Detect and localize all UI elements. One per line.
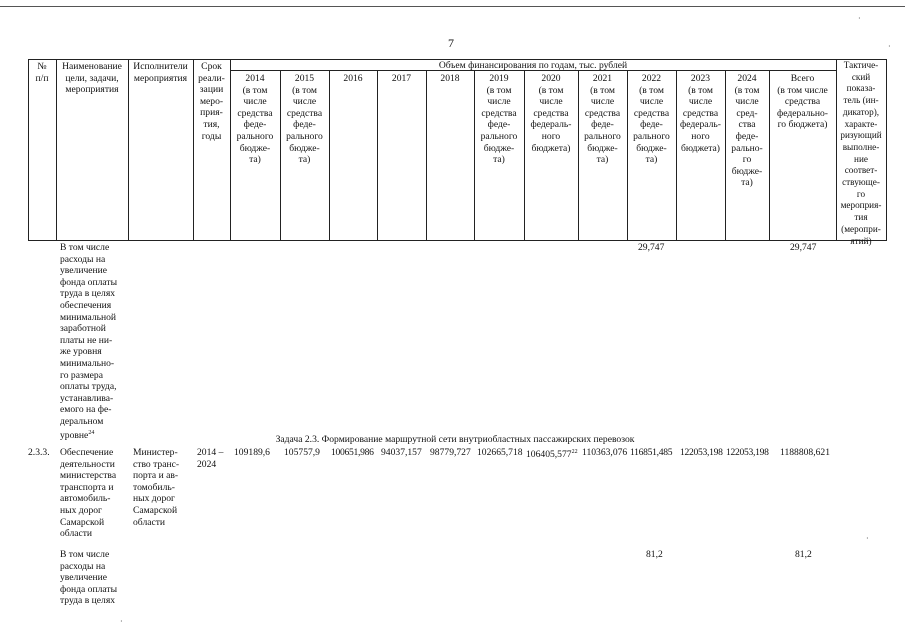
row1-total: 29,747 [790,242,817,253]
header-bottom-border [28,240,886,241]
row2-value-2015: 105757,9 [284,447,320,458]
row2-executor: Министер- ство транс- порта и ав- томобиль- ных дорог Самарской области [133,447,180,528]
header-year-2015: 2015 (в том числе средства феде- рального бюдже- та) [286,73,323,166]
row2-value-2020 [526,447,578,461]
scan-speck: · [888,42,891,51]
row3-value-2022: 81,2 [646,549,663,560]
scan-edge-line [0,6,905,7]
header-executor: Исполнители мероприятия [133,61,188,84]
scan-speck: · [866,534,869,543]
row2-value-2024: 122053,198 [726,447,769,458]
col-line-7 [377,70,378,241]
header-year-2014: 2014 (в том числе средства феде- рального бюдже- та) [236,73,274,166]
page-number: 7 [448,36,454,50]
header-name: Наименование цели, задачи, мероприятия [62,61,122,96]
header-year-2021: 2021 (в том числе средства феде- рального бюдже- та) [584,73,621,166]
col-line-8 [426,70,427,241]
header-year-2023: 2023 (в том числе средства федераль- ного бюджета) [680,73,721,154]
header-year-2022: 2022 (в том числе средства феде- рального бюдже- та) [633,73,670,166]
row2-name: Обеспечение деятельности министерства транспорта и автомобиль- ных дорог Самарской области [60,447,117,540]
header-term: Срок реали- зации меро- прия- тия, годы [198,61,225,142]
task-title: Задача 2.3. Формирование маршрутной сети внутриобластных пассажирских перевозок [275,434,635,445]
header-year-2018: 2018 [440,73,460,84]
header-year-2016: 2016 [343,73,363,84]
header-total: Всего (в том числе средства федерально- го бюджета) [777,73,828,131]
col-line-2 [128,59,129,241]
row2-value-2022: 116851,485 [630,447,673,458]
row2-value-2021: 110363,076 [582,447,628,458]
row3-total: 81,2 [795,549,812,560]
row2-term: 2014 – 2024 [197,447,224,470]
row2-value-2014: 109189,6 [234,447,270,458]
row2-value-2016: 100651,986 [331,447,374,458]
header-indicator: Тактиче- ский показа- тель (ин- дикатор), характe- ризующий выполне- ние соответ- ствующе- го мероприя- тия (меропри- ятий) [840,60,882,246]
scan-speck: · [120,617,123,626]
col-line-0 [28,59,29,241]
row1-value-2022: 29,747 [638,242,665,253]
col-line-6 [329,70,330,241]
row1-name-text: В том числе расходы на увеличение фонда оплаты труда в целях обеспечения минимальной заработной платы не ни- же уровня минимально- го размера оплаты труда, устанавлива- емого на фе- деральном уровне [60,242,118,441]
row2-value-2018: 98779,727 [430,447,471,458]
header-year-2017: 2017 [391,73,412,84]
row2-value-2023: 122053,198 [680,447,723,458]
row2-num: 2.3.3. [28,447,50,458]
row1-name [60,242,130,441]
header-year-2020: 2020 (в том числе средства федераль- ного бюджета) [530,73,572,154]
scan-speck: · [858,14,861,23]
header-num: № п/п [35,61,49,84]
row2-value-2020-footnote-ref: 22 [571,449,578,455]
header-year-2024: 2024 (в том числе сред- ства феде- рально- го бюдже- та) [731,73,763,189]
row2-value-2020-number: 106405,577 [526,449,572,461]
row2-value-2019: 102665,718 [477,447,523,458]
col-line-17 [886,59,887,241]
header-financing-title: Объем финансирования по годам, тыс. рублей [438,60,628,71]
header-year-2019: 2019 (в том числе средства феде- рального бюдже- та) [480,73,518,166]
row1-footnote-ref: 24 [88,429,95,436]
row3-name: В том числе расходы на увеличение фонда оплаты труда в целях [60,549,118,607]
row2-value-2017: 94037,157 [381,447,422,458]
row2-total: 1188808,621 [780,447,831,458]
